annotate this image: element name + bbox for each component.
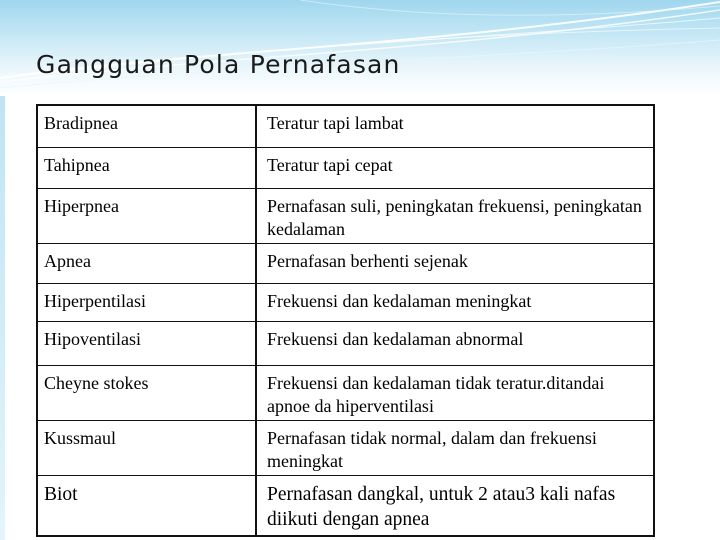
description-cell: Pernafasan suli, peningkatan frekuensi, peningkatan kedalaman	[267, 196, 642, 239]
table-row	[38, 366, 653, 421]
term-cell: Tahipnea	[38, 148, 257, 188]
table-row	[38, 421, 653, 476]
term-cell: Bradipnea	[38, 106, 257, 147]
term-cell: Apnea	[38, 244, 257, 283]
left-accent-bar	[0, 96, 5, 540]
breathing-patterns-table	[36, 104, 655, 537]
description-cell: Pernafasan dangkal, untuk 2 atau3 kali nafas diikuti dengan apnea	[267, 484, 616, 530]
description-cell: Pernafasan berhenti sejenak	[267, 251, 468, 271]
term-cell: Biot	[38, 476, 257, 535]
table-row	[38, 244, 653, 284]
header-decoration	[0, 0, 720, 96]
table-row	[38, 189, 653, 244]
description-cell: Frekuensi dan kedalaman tidak teratur.ditandai apnoe da hiperventilasi	[267, 373, 605, 416]
description-cell: Pernafasan tidak normal, dalam dan frekuensi meningkat	[267, 428, 597, 471]
description-cell: Teratur tapi cepat	[267, 155, 393, 175]
description-cell: Frekuensi dan kedalaman abnormal	[267, 329, 524, 349]
description-cell: Frekuensi dan kedalaman meningkat	[267, 291, 532, 311]
term-cell: Kussmaul	[38, 421, 257, 475]
table-row	[38, 106, 653, 148]
table-row	[38, 322, 653, 366]
term-cell: Hipoventilasi	[38, 322, 257, 365]
table-row	[38, 148, 653, 189]
swoosh-lines-decoration	[0, 0, 720, 96]
description-cell: Teratur tapi lambat	[267, 113, 404, 133]
term-cell: Hiperpentilasi	[38, 284, 257, 321]
table-row	[38, 284, 653, 322]
term-cell: Hiperpnea	[38, 189, 257, 243]
slide-title: Gangguan Pola Pernafasan	[36, 50, 401, 79]
term-cell: Cheyne stokes	[38, 366, 257, 420]
table-row	[38, 476, 653, 535]
